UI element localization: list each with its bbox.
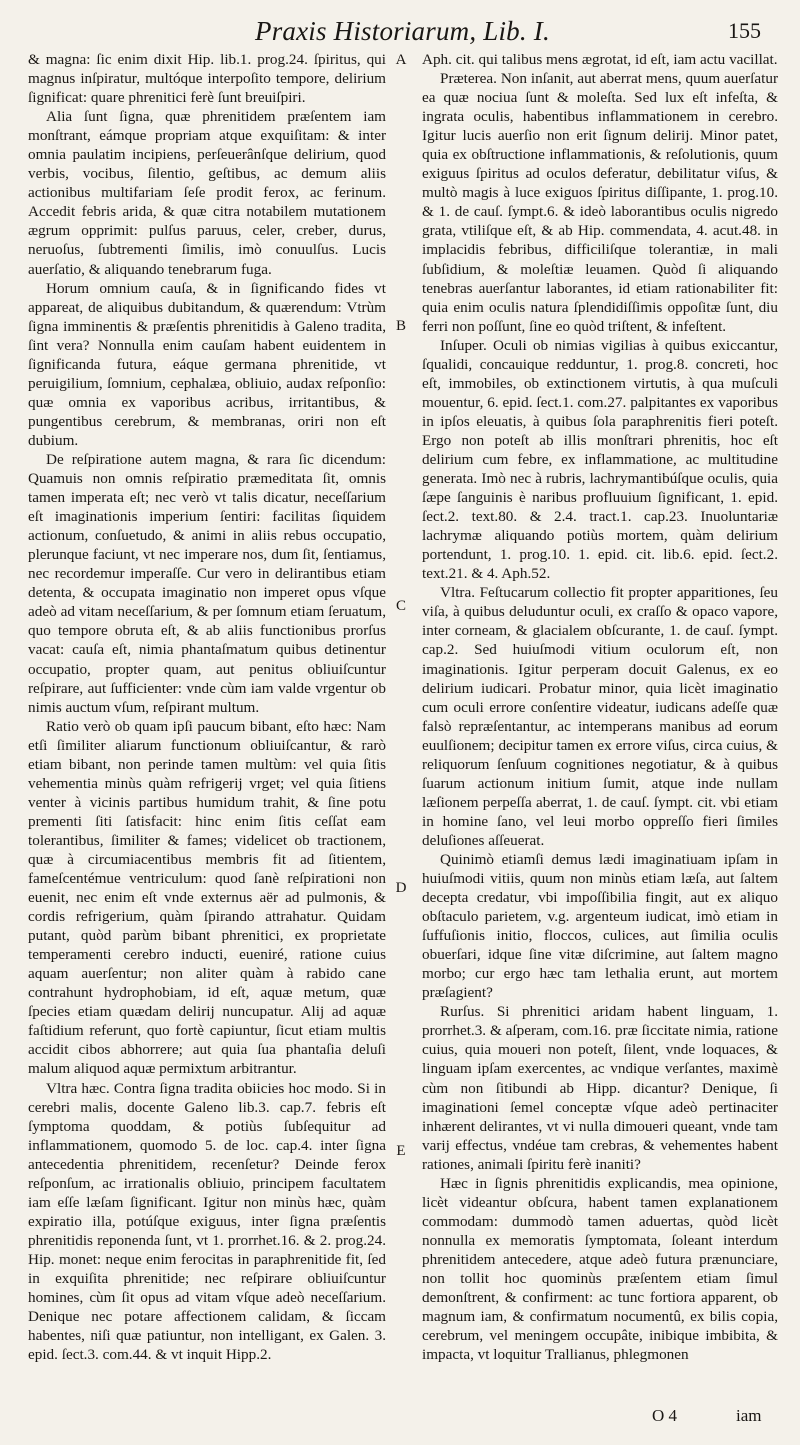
paragraph: De reſpiratione autem magna, & rara ſic dicendum: Quamuis non omnis reſpiratio præmeditata ſit, omnis tamen imperata eſt; nec verò vt talis dicatur, neceſſarium eſt imaginationis imperium ſentiri: facilitas ſiquidem actionum, conſuetudo, & animi in aliis rebus occupatio, plerunque faciunt, vt nec imperare nos, dum ſit, ſentiamus, nec recordemur imperaſſe. Cur vero in delirantibus etiam detenta, & occupata imaginatio non imperet opus vſque adeò ad vitam neceſſarium, & per ſomnum etiam ſeruatum, quo tempore obruta eſt, & ab aliis functionibus prorſus vacat: cauſa eſt, nimia phantaſmatum quibus detinentur occupatio, propter quam, aut penitus obliuiſcuntur reſpirare, aut ſufficienter: vnde cùm iam valde vrgentur ob nimis auctum vſum, reſpirant multum. [28, 450, 386, 716]
signature-mark: O 4 [652, 1406, 678, 1425]
page-footer [0, 1406, 800, 1430]
right-column [422, 50, 778, 1364]
margin-letter-a: A [395, 52, 407, 68]
running-header [0, 16, 800, 50]
running-title: Praxis Historiarum, Lib. I. [255, 16, 550, 46]
margin-letter-b: B [395, 318, 406, 334]
paragraph: Quinimò etiamſi demus lædi imaginatiuam ipſam in huiuſmodi vitiis, quum non minùs etiam læſa, aut ſaltem decepta credatur, vbi impoſſibilia fingit, aut ex aliquo obſtaculo parietem, v.g. argenteum iudicat, imò etiam in ſuffuſionis initio, floccos, culices, aut ſimilia oculis obuerſari, idque ſine vitæ diſcrimine, aut ſaltem magno morbo; cur ergo hæc tam lethalia erunt, aut mortem præſagient? [422, 850, 778, 1002]
paragraph: Horum omnium cauſa, & in ſignificando fides vt appareat, de aliquibus dubitandum, & quærendum: Vtrùm ſigna imminentis & præſentis phrenitidis à Galeno tradita, ſint vera? Nonnulla enim cauſam habent euidentem in ſignificanda futura, eáque germana phrenitide, vt peruigilium, ſomnium, cephalæa, obliuio, audax reſponſio: quæ omnia ex vaporibus acribus, irritantibus, & pungentibus cerebrum, & membranas, oriri non eſt dubium. [28, 279, 386, 449]
margin-letter-c: C [395, 598, 406, 614]
paragraph: Vltra hæc. Contra ſigna tradita obiicies hoc modo. Si in cerebri malis, docente Galeno lib.3. cap.7. febris eſt ſymptoma quoddam, & potiùs ſubſequitur ad inflammationem, quomodo 5. de loc. cap.4. inter ſigna antecedentia phrenitidem, recenſetur? Deinde ferox reſponſum, ac irrationalis obliuio, principem facultatem iam eſſe læſam ſignificant. Igitur non minùs hæc, quàm expiratio illa, potúſque exiguus, inter ſigna præſentis phrenitidis reponenda ſunt, vt 1. prorrhet.16. & 2. prog.24. Hip. monet: neque enim ferocitas in paraphrenitide fit, ſed in exquiſita phrenitide; nec reſpirare obliuiſcuntur homines, cùm ſit opus ad vitam vſque adeò neceſſarium. Denique nec potare affectionem calidam, & ſiccam habentes, niſi quæ patiuntur, non intelligant, ex Galen. 3. epid. ſect.3. com.44. & vt inquit Hipp.2. [28, 1079, 386, 1364]
paragraph: Ratio verò ob quam ipſi paucum bibant, eſto hæc: Nam etſi ſimiliter aliarum functionum obliuiſcantur, & rarò etiam bibant, non perinde tamen multùm: vel quia ſitis vehementia minùs quàm refrigerij vrget; vel quia ſitiens venter à vicinis partibus humidum trahit, & ſine potu prementi ſiti ſatisfacit: hinc enim ſitis ceſſat eam tolerantibus, ſimiliter & fames; videlicet ob tractionem, quæ à circumiacentibus membris fit ad ſitientem, fameſcentémue ventriculum: quod ſanè reſpirationi non euenit, nec enim eſt vnde externus aër ad pulmonis, & cordis refrigerium, quàm ſpirando attrahatur. Quidam putant, quòd parùm bibant phrenitici, ex proprietate temperamenti cerebro inducti, eueniré, ratione cuius aquam auerſentur; non aliter quàm à rabido cane contrahunt hydrophobiam, id eſt, aquæ metum, quæ ſpecies etiam quædam delirij nuncupatur. Alij ad aquæ faſtidium referunt, quo fortè capiuntur, ſicut etiam multis accidit cibos abhorrere; aut quia ſua phantaſia deluſi malum aliquod aquæ permixtum arbitrantur. [28, 717, 386, 1078]
margin-letter-e: E [396, 1143, 406, 1159]
paragraph: Alia ſunt ſigna, quæ phrenitidem præſentem iam monſtrant, eámque propriam atque exquiſitam: & inter omnia paulatim incipiens, perſeuerânſque delirium, quod verbis, vocibus, ſilentio, geſtibus, ac demum aliis actionibus multifariam ſeſe prodit ferox, ac ferinum. Accedit febris arida, & quæ citra notabilem mutationem ægrum opprimit: pulſus paruus, celer, creber, durus, neruoſus, ſubtrementi ſimilis, imò conuulſus. Lucis auerſatio, & aliquando tenebrarum fuga. [28, 108, 386, 278]
page-number: 155 [728, 18, 761, 43]
paragraph: & magna: ſic enim dixit Hip. lib.1. prog.24. ſpiritus, qui magnus inſpiratur, multóque interpoſito tempore, delirium ſignificat: quare phrenitici ferè ſunt breuiſpiri. [28, 51, 386, 107]
paragraph: Rurſus. Si phrenitici aridam habent linguam, 1. prorrhet.3. & aſperam, com.16. præ ſiccitate nimia, ratione cuius, quia moueri non poteſt, ſilent, vnde loquaces, & linguam ipſam exercentes, ac vndique verſantes, maximè cùm non ſitibundi ab Hipp. dicantur? Denique, ſi imaginationi ſemel conceptæ vſque adeò pertinaciter inhærent delirantes, vt vi nulla dimoueri queant, vnde tam varij effectus, vndéue tam crebras, & vehementes habent rationes, animali ſpiritu ferè inaniti? [422, 1003, 778, 1173]
left-column [28, 50, 386, 1364]
paragraph: Vltra. Feſtucarum collectio fit propter apparitiones, ſeu viſa, à quibus deluduntur oculi, ex craſſo & opaco vapore, inter corneam, & glacialem obſcurante, 1. de cauſ. ſympt. cap.2. Sed huiuſmodi vitium oculorum eſt, non imaginationis. Igitur perperam docuit Galenus, ex eo delirium iudicari. Probatur minor, quia licèt imaginatio cum oculi errore conſentire videatur, iudicans adeſſe quæ falsò repræſentantur, ac intemperans manibus ad eorum euulſionem; decipitur tamen ex errore viſus, circa cuius, & reliquorum ſenſuum cognitiones negotiatur, & à quibus ſuarum actionum initium ſumit, atque inde nullam læſionem perpeſſa aberrat, 1. de cauſ. ſympt. cit. vbi etiam in homine ſano, vel leui morbo oppreſſo fieri ſimiles deluſiones aſſeuerat. [422, 584, 778, 849]
paragraph: Aph. cit. qui talibus mens ægrotat, id eſt, iam actu vacillat. [422, 51, 778, 68]
paragraph: Inſuper. Oculi ob nimias vigilias à quibus exiccantur, ſqualidi, concauique redduntur, 1. prog.8. concreti, hoc eſt, immobiles, ob extinctionem virtutis, à qua muſculi mouentur, 6. epid. ſect.1. com.27. palpitantes ex vaporibus in ipſos eleuatis, à quibus ſola paraphrenitis fieri poteſt. Ergo non poteſt ab illis monſtrari phrenitis, hoc eſt delirium cum febre, ex inflammatione, ac multitudine generata. Imò nec à rubris, lachrymantibúſque oculis, quia ſæpe ſanguinis è naribus profluuium ſignificant, 1. epid. ſect.2. text.80. & 2.4. tract.1. cap.23. Inuoluntariæ lachrymæ aliquando potiùs mortem, quàm delirium portendunt, 1. prog.10. 1. epid. cit. lib.6. epid. ſect.2. text.21. & 4. Aph.52. [422, 336, 778, 583]
catchword: iam [736, 1406, 762, 1425]
paragraph: Præterea. Non inſanit, aut aberrat mens, quum auerſatur ea quæ nociua ſunt & moleſta. Sed lux eſt infeſta, & ingrata oculis, habentibus inflammationem in cerebro. Igitur lucis auerſio non erit ſignum delirij. Minor patet, quia ex obſtructione inflammationis, & reſolutionis, quum exiguus ſpiritus ad oculos deferatur, debilitatur viſus, & multò magis à luce exiguos ſpiritus diſſipante, 1. prog.10. & 1. de cauſ. ſympt.6. & ideò laborantibus oculis nigredo grata, vtiliſque eſt, & ab Hip. commendata, 4. acut.48. in implacidis febribus, difficiliſque tolerantiæ, in mali ſubſidium, & moleſtiæ leuamen. Quòd ſi aliquando tenebras auerſantur laborantes, id etiam rationabiliter fit: quia enim oculis natura ſplendidiſſimis oppoſitæ ſunt, diu ferri non poſſunt, ſine eo quòd triſtent, & infeſtent. [422, 70, 778, 335]
margin-letter-d: D [395, 880, 407, 896]
paragraph: Hæc in ſignis phrenitidis explicandis, mea opinione, licèt videantur obſcura, habent tamen explanationem commodam: dummodò tamen aduertas, quòd licèt nonnulla ex memoratis ſymptomata, ſoleant interdum phrenitidem antecedere, atque adeò futura prænunciare, non tollit hoc quominùs præſentem etiam ſimul demonſtrent, & confirment: ac tunc fortiora apparent, ob magnum iam, & confirmatum nocumentû, ex bilis copia, cerebrum, vel meningem occupâte, inibique imbibita, & impacta, vt loquitur Trallianus, phlegmonen [422, 1174, 778, 1364]
